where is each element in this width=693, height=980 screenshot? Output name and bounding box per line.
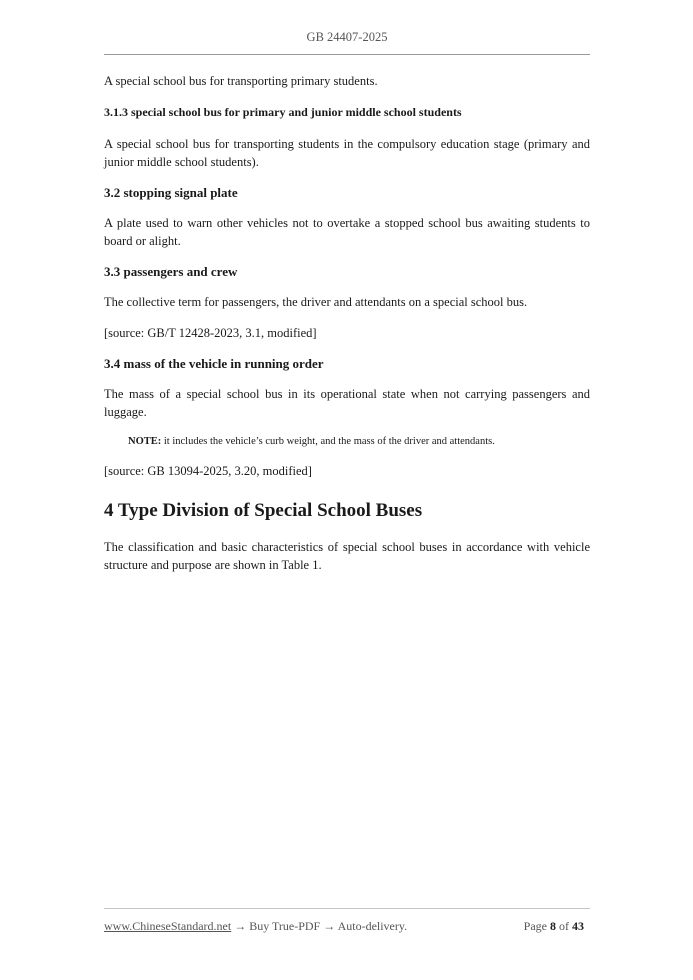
source-3-4: [source: GB 13094-2025, 3.20, modified] bbox=[104, 464, 312, 478]
footer-divider bbox=[104, 908, 590, 909]
note-3-4 bbox=[128, 434, 590, 450]
source-3-3: [source: GB/T 12428-2023, 3.1, modified] bbox=[104, 326, 317, 340]
page-content bbox=[104, 72, 590, 587]
note-label: NOTE: bbox=[128, 436, 162, 447]
current-page: 8 bbox=[550, 919, 556, 933]
page-of: of bbox=[556, 919, 572, 933]
footer-promo-text: → Buy True-PDF → Auto-delivery. bbox=[231, 919, 408, 933]
paragraph-3-4-definition: The mass of a special school bus in its operational state when not carrying passengers and luggage. bbox=[104, 387, 590, 419]
heading-3-1-3: 3.1.3 special school bus for primary and junior middle school students bbox=[104, 105, 462, 119]
paragraph-section-4: The classification and basic characteristics of special school buses in accordance with vehicle structure and purpose are shown in Table 1. bbox=[104, 540, 590, 572]
heading-3-2: 3.2 stopping signal plate bbox=[104, 185, 238, 200]
document-id: GB 24407-2025 bbox=[306, 30, 388, 44]
note-text: it includes the vehicle’s curb weight, and the mass of the driver and attendants. bbox=[161, 436, 495, 447]
paragraph-3-1-3-definition: A special school bus for transporting students in the compulsory education stage (primary and junior middle school students). bbox=[104, 137, 590, 169]
header-divider bbox=[104, 54, 590, 55]
page-footer bbox=[104, 919, 590, 934]
page-number bbox=[524, 919, 584, 934]
total-pages: 43 bbox=[572, 919, 584, 933]
paragraph-3-2-definition: A plate used to warn other vehicles not to overtake a stopped school bus awaiting students to board or alight. bbox=[104, 216, 590, 248]
document-header bbox=[104, 30, 590, 45]
paragraph-3-3-definition: The collective term for passengers, the driver and attendants on a special school bus. bbox=[104, 295, 528, 309]
heading-3-3: 3.3 passengers and crew bbox=[104, 264, 238, 279]
heading-3-4: 3.4 mass of the vehicle in running order bbox=[104, 356, 324, 371]
footer-promo bbox=[104, 919, 407, 933]
paragraph-3-1-2-definition: A special school bus for transporting primary students. bbox=[104, 74, 378, 88]
chinesestandard-link[interactable]: www.ChineseStandard.net bbox=[104, 919, 232, 933]
page-prefix: Page bbox=[523, 919, 550, 933]
heading-section-4: 4 Type Division of Special School Buses bbox=[104, 500, 423, 521]
